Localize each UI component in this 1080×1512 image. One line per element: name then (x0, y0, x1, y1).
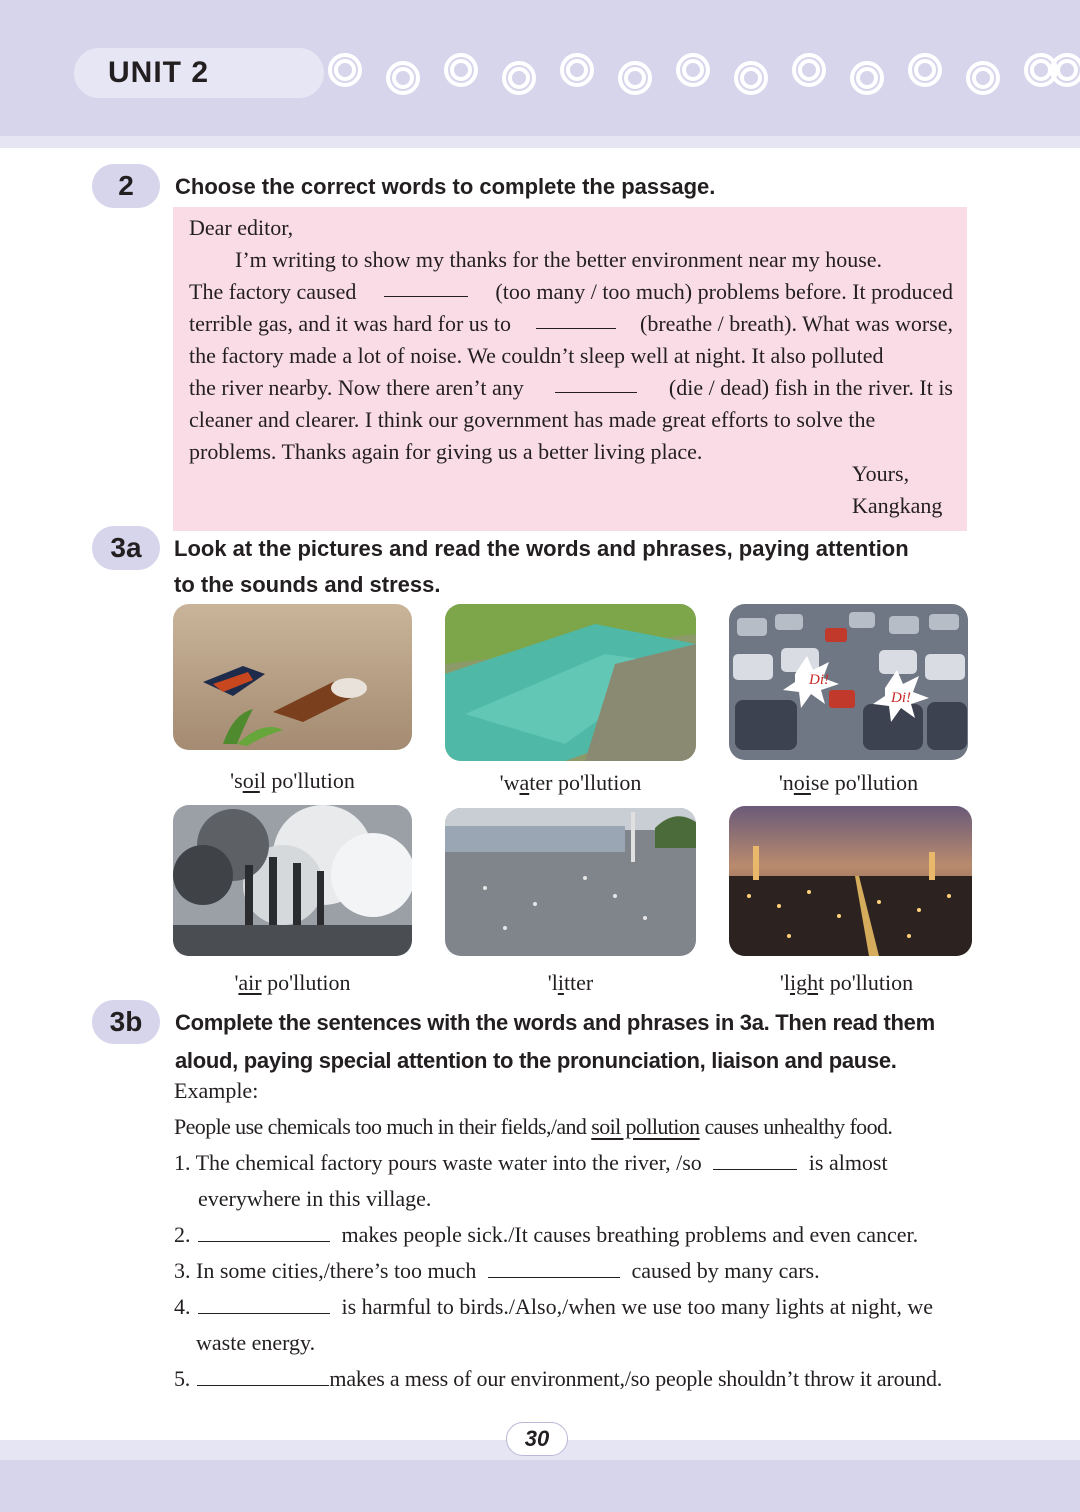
decorative-rings (324, 48, 1080, 102)
example-sentence: People use chemicals too much in their fields,/and soil pollution causes unhealthy food. (174, 1114, 893, 1139)
sentence-4: 4. is harmful to birds./Also,/when we use too many lights at night, we (174, 1294, 933, 1319)
passage-line-6: cleaner and clearer. I think our government has made great efforts to solve the (189, 407, 876, 432)
section-2-badge: 2 (92, 164, 160, 208)
caption-water-pollution: 'water po'llution (499, 770, 642, 795)
sound-effect-text: Di! (891, 690, 911, 706)
sentence-3: 3. In some cities,/there’s too much caused by many cars. (174, 1258, 820, 1283)
letter-passage-box (173, 207, 967, 531)
caption-litter: 'litter (547, 970, 594, 995)
sentence-4-continued: waste energy. (196, 1330, 316, 1355)
answer-blank[interactable] (488, 1260, 620, 1278)
section-2-instruction: Choose the correct words to complete the passage. (175, 174, 716, 199)
answer-blank[interactable] (536, 311, 616, 329)
passage-line-3: terrible gas, and it was hard for us to (breathe / breath). What was worse, (189, 311, 953, 336)
light-pollution-picture (729, 806, 972, 956)
letter-signature: Kangkang (852, 493, 943, 518)
air-pollution-picture (173, 805, 412, 956)
answer-blank[interactable] (713, 1152, 797, 1170)
section-3a-instruction-line2: to the sounds and stress. (174, 572, 441, 597)
answer-blank[interactable] (197, 1368, 329, 1386)
answer-blank[interactable] (198, 1296, 330, 1314)
caption-noise-pollution: 'noise po'llution (778, 770, 919, 795)
water-pollution-picture (445, 604, 696, 761)
section-3a-badge: 3a (92, 526, 160, 570)
section-3b-instruction-line2: aloud, paying special attention to the pronunciation, liaison and pause. (175, 1048, 897, 1073)
page-number: 30 (506, 1422, 568, 1456)
sentence-1-continued: everywhere in this village. (198, 1186, 432, 1211)
sentence-1: 1. The chemical factory pours waste water into the river, /so is almost (174, 1150, 888, 1175)
passage-line-7: problems. Thanks again for giving us a better living place. (189, 439, 703, 464)
unit-title: UNIT 2 (108, 56, 210, 89)
header-divider (0, 136, 1080, 148)
litter-picture (445, 808, 696, 956)
sentence-2: 2. makes people sick./It causes breathing problems and even cancer. (174, 1222, 919, 1247)
example-answer: soil pollution (591, 1114, 700, 1139)
letter-salutation: Dear editor, (189, 215, 294, 240)
soil-pollution-picture (173, 604, 412, 750)
passage-line-4: the factory made a lot of noise. We couldn’t sleep well at night. It also polluted (189, 343, 884, 368)
sentence-5: 5. makes a mess of our environment,/so people shouldn’t throw it around. (174, 1366, 943, 1391)
noise-pollution-picture (729, 604, 968, 760)
answer-blank[interactable] (198, 1224, 330, 1242)
answer-blank[interactable] (384, 279, 468, 297)
caption-light-pollution: 'light po'llution (779, 970, 914, 995)
section-3a-instruction-line1: Look at the pictures and read the words and phrases, paying attention (174, 536, 909, 561)
answer-blank[interactable] (555, 375, 637, 393)
passage-line-5: the river nearby. Now there aren’t any (die / dead) fish in the river. It is (189, 375, 953, 400)
letter-closing: Yours, (852, 461, 910, 486)
sound-effect-text: Di! (809, 672, 829, 688)
example-label: Example: (174, 1078, 259, 1103)
passage-line-1: I’m writing to show my thanks for the better environment near my house. (235, 247, 883, 272)
section-3b-badge: 3b (92, 1000, 160, 1044)
section-3b-instruction-line1: Complete the sentences with the words and phrases in 3a. Then read them (175, 1010, 935, 1035)
caption-air-pollution: 'air po'llution (234, 970, 351, 995)
caption-soil-pollution: 'soil po'llution (230, 768, 355, 793)
passage-line-2: The factory caused (too many / too much) problems before. It produced (189, 279, 953, 304)
